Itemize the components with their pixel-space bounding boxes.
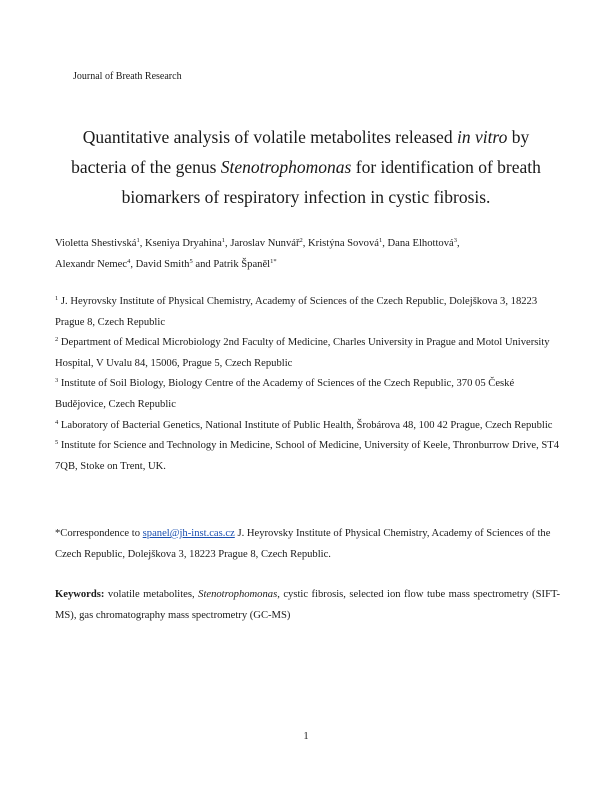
keywords-text: , cystic fibrosis, selected ion flow tube mass spectrometry (SIFT-MS), gas chromatography mass spectrometry (GC-MS) [55,589,560,621]
title-text: Quantitative analysis of volatile metabolites released [82,127,457,147]
author-separator: and [192,258,214,270]
keywords [55,585,560,626]
author-name: Alexandr Nemec [55,258,128,270]
affiliation-number: 3 [55,377,59,385]
correspondence-address: J. Heyrovsky Institute of Physical Chemistry, Academy of Sciences of the Czech Republic, Dolejškova 3, 18223 Prague 8, Czech Republic. [55,528,551,560]
title-text: for identification of breath [351,157,541,177]
title-text: by [507,127,530,147]
author-name: Kseniya Dryahina [145,238,222,249]
correspondence [55,524,560,565]
keywords-italic: Stenotrophomonas [198,589,278,600]
title-line-3: biomarkers of respiratory infection in cystic fibrosis. [121,187,491,207]
correspondence-email-link[interactable]: spanel@jh-inst.cas.cz [142,528,235,539]
title-italic-in-vitro: in vitro [456,127,508,147]
author-affiliation-mark: 2 [299,237,303,244]
affiliation-item [55,374,560,415]
author-name: David Smith [135,258,190,270]
author-separator: , [130,258,136,270]
affiliation-item [55,292,560,333]
keywords-text: volatile metabolites, [104,589,199,600]
paper-title [56,122,556,212]
affiliation-item [55,333,560,374]
author-name: Dana Elhottová [387,238,454,249]
author-separator: , [456,238,460,249]
keywords-label: Keywords: [55,589,105,600]
affiliation-number: 1 [55,295,59,302]
affiliation-item [55,436,560,477]
author-name: Jaroslav Nunvář [230,238,300,249]
title-italic-genus: Stenotrophomonas [220,157,352,177]
correspondence-prefix: *Correspondence to [55,528,143,539]
author-affiliation-mark: 1 [378,237,383,244]
affiliation-text: J. Heyrovsky Institute of Physical Chemistry, Academy of Sciences of the Czech Republic, Dolejškova 3, 18223 Prague 8, Czech Republic [55,296,538,328]
title-text: bacteria of the genus [71,157,221,177]
affiliation-list [55,292,560,477]
page-number: 1 [303,731,309,742]
author-separator: , [382,238,388,249]
affiliation-text: Department of Medical Microbiology 2nd Faculty of Medicine, Charles University in Prague and Motol University Hospital, V Uvalu 84, 15006, Prague 5, Czech Republic [55,337,550,369]
author-name: Patrik Španěl [213,258,271,270]
author-affiliation-mark: 1 [221,237,226,244]
author-affiliation-mark: 3 [453,237,457,244]
affiliation-item [55,416,560,437]
author-name: Kristýna Sovová [308,238,379,249]
author-separator: , [225,238,231,249]
author-separator: , [302,238,309,249]
title-line-2 [56,152,556,182]
author-list [55,234,560,275]
author-affiliation-mark: 1* [270,257,277,265]
affiliation-number: 2 [55,336,59,344]
author-affiliation-mark: 1 [136,237,140,244]
title-line-1 [56,122,556,152]
author-separator: , [139,238,146,249]
affiliation-number: 5 [55,439,59,447]
affiliation-text: Institute for Science and Technology in Medicine, School of Medicine, University of Keele, Thronburrow Drive, ST4 7QB, Stoke on Trent, UK. [55,440,560,472]
affiliation-text: Laboratory of Bacterial Genetics, National Institute of Public Health, Šrobárova 48, 100 42 Prague, Czech Republic [58,419,553,431]
author-name: Violetta Shestivská [55,238,137,249]
affiliation-number: 4 [55,418,59,426]
affiliation-text: Institute of Soil Biology, Biology Centre of the Academy of Sciences of the Czech Republic, 370 05 České Budějovice, Czech Republic [55,378,515,410]
journal-name: Journal of Breath Research [73,71,182,82]
author-affiliation-mark: 5 [189,257,193,265]
author-affiliation-mark: 4 [127,257,131,265]
